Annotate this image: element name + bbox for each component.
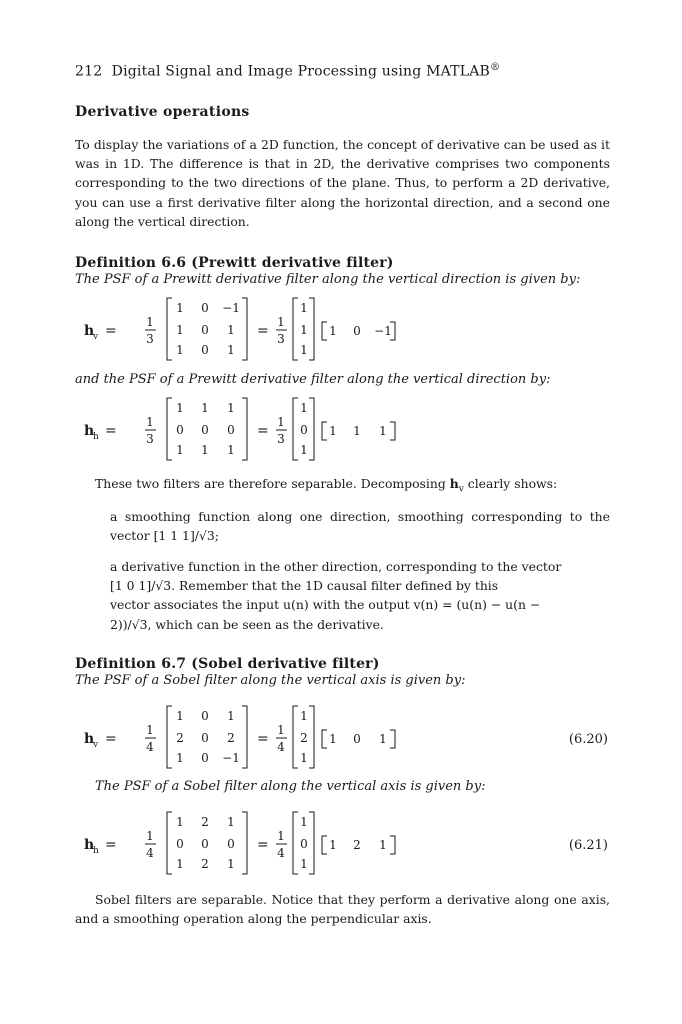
fraction-denominator: 4 xyxy=(146,846,154,860)
matrix-entry: 0 xyxy=(201,709,209,723)
equation-lhs: h xyxy=(84,837,95,853)
row-vector-entry: 1 xyxy=(329,838,337,852)
matrix-bracket xyxy=(293,812,298,874)
matrix-bracket xyxy=(309,298,314,360)
bullet2-line1: a derivative function in the other direction, corresponding to the vector xyxy=(110,559,562,574)
matrix-bracket xyxy=(322,836,327,854)
fraction-numerator: 1 xyxy=(146,315,154,329)
column-vector-entry: 1 xyxy=(300,751,308,765)
matrix-entry: 1 xyxy=(176,301,184,315)
matrix-bracket xyxy=(390,730,395,748)
fraction-numerator: 1 xyxy=(146,723,154,737)
matrix-entry: 1 xyxy=(201,443,209,457)
hv-sub: v xyxy=(458,484,464,495)
matrix-entry: 1 xyxy=(176,751,184,765)
matrix-entry: 1 xyxy=(227,443,235,457)
matrix-entry: 0 xyxy=(201,837,209,851)
matrix-entry: 1 xyxy=(176,815,184,829)
matrix-entry: 0 xyxy=(176,837,184,851)
column-vector-entry: 0 xyxy=(300,423,308,437)
equation-lhs-subscript: h xyxy=(93,846,99,856)
fraction-denominator: 3 xyxy=(146,432,154,446)
fraction-numerator: 1 xyxy=(146,415,154,429)
matrix-entry: 1 xyxy=(227,857,235,871)
row-vector-entry: 1 xyxy=(329,424,337,438)
equals-sign: = xyxy=(257,423,269,439)
row-vector-entry: 1 xyxy=(329,732,337,746)
equals-sign: = xyxy=(105,323,117,339)
fraction-numerator: 1 xyxy=(277,829,285,843)
matrix-bracket xyxy=(242,812,247,874)
bullet-smoothing xyxy=(110,507,610,545)
column-vector-entry: 1 xyxy=(300,401,308,415)
matrix-entry: −1 xyxy=(222,751,240,765)
section-title: Derivative operations xyxy=(75,104,250,120)
matrix-entry: 0 xyxy=(201,751,209,765)
equals-sign: = xyxy=(257,837,269,853)
matrix-entry: 1 xyxy=(227,709,235,723)
bullet1-post: /√3; xyxy=(194,528,219,544)
matrix-bracket xyxy=(390,422,395,440)
matrix-entry: 0 xyxy=(201,323,209,337)
running-header xyxy=(75,62,500,80)
row-vector-entry: −1 xyxy=(374,324,392,338)
equation-prewitt-hv xyxy=(0,296,682,364)
separable-text-pre: These two filters are therefore separable. Decomposing xyxy=(95,476,450,491)
equation-lhs-subscript: h xyxy=(93,432,99,442)
fraction-numerator: 1 xyxy=(277,315,285,329)
matrix-entry: 2 xyxy=(176,731,184,745)
equation-number: (6.20) xyxy=(568,732,608,747)
matrix-entry: 0 xyxy=(227,423,235,437)
intro-paragraph: To display the variations of a 2D function, the concept of derivative can be used as it was in 1D. The difference is that in 2D, the derivative comprises two components corresponding to the two directions of the plane. Thus, to perform a 2D derivative, you can use a first derivative filter along the horizontal direction, and a second one along the vertical direction. xyxy=(75,137,610,229)
equals-sign: = xyxy=(257,731,269,747)
matrix-bracket xyxy=(390,836,395,854)
bullet-derivative xyxy=(110,557,610,634)
equals-sign: = xyxy=(105,423,117,439)
matrix-entry: 0 xyxy=(176,423,184,437)
equation-lhs-subscript: v xyxy=(93,740,99,750)
matrix-bracket xyxy=(322,730,327,748)
matrix-bracket xyxy=(322,322,327,340)
equation-body xyxy=(84,812,608,874)
matrix-entry: 1 xyxy=(227,401,235,415)
matrix-entry: 1 xyxy=(176,443,184,457)
fraction-denominator: 4 xyxy=(277,740,285,754)
matrix-entry: 2 xyxy=(227,731,235,745)
matrix-entry: 2 xyxy=(201,815,209,829)
row-vector-entry: 0 xyxy=(353,732,361,746)
row-vector-entry: 0 xyxy=(353,324,361,338)
matrix-entry: 1 xyxy=(176,323,184,337)
matrix-entry: 0 xyxy=(201,731,209,745)
matrix-bracket xyxy=(167,298,172,360)
column-vector-entry: 1 xyxy=(300,443,308,457)
separable-statement xyxy=(95,474,610,500)
row-vector-entry: 1 xyxy=(353,424,361,438)
equation-lhs: h xyxy=(84,423,95,439)
column-vector-entry: 1 xyxy=(300,857,308,871)
fraction-denominator: 3 xyxy=(146,332,154,346)
equation-body xyxy=(84,706,608,768)
fraction-numerator: 1 xyxy=(146,829,154,843)
matrix-entry: 1 xyxy=(176,709,184,723)
trademark-symbol: ® xyxy=(490,62,501,73)
definition-6-6-statement-vertical: The PSF of a Prewitt derivative filter along the vertical direction is given by: xyxy=(75,272,581,287)
definition-6-6-statement-horizontal: and the PSF of a Prewitt derivative filter along the vertical direction by: xyxy=(75,372,551,387)
row-vector-entry: 1 xyxy=(329,324,337,338)
book-title: Digital Signal and Image Processing using MATLAB xyxy=(111,63,490,80)
matrix-entry: 1 xyxy=(176,857,184,871)
definition-6-7-statement-vertical: The PSF of a Sobel filter along the vertical axis is given by: xyxy=(75,673,466,688)
matrix-bracket xyxy=(242,298,247,360)
matrix-bracket xyxy=(293,398,298,460)
matrix-bracket xyxy=(293,706,298,768)
matrix-entry: 1 xyxy=(201,401,209,415)
bullet2-line3: vector associates the input u(n) with the output v(n) = (u(n) − u(n − xyxy=(110,597,541,613)
matrix-bracket xyxy=(167,706,172,768)
bullet1-vector: [1 1 1] xyxy=(153,528,195,544)
matrix-bracket xyxy=(293,298,298,360)
definition-6-7-statement-horizontal: The PSF of a Sobel filter along the vertical axis is given by: xyxy=(95,779,486,794)
matrix-bracket xyxy=(309,398,314,460)
bullet2-line4: 2))/√3, which can be seen as the derivative. xyxy=(110,616,384,632)
equation-lhs: h xyxy=(84,323,95,339)
matrix-entry: 1 xyxy=(227,343,235,357)
row-vector-entry: 2 xyxy=(353,838,361,852)
matrix-entry: 2 xyxy=(201,857,209,871)
equation-body xyxy=(84,398,395,460)
equation-prewitt-hh xyxy=(0,396,682,464)
matrix-bracket xyxy=(309,706,314,768)
matrix-bracket xyxy=(167,812,172,874)
definition-6-6-title: Definition 6.6 (Prewitt derivative filter) xyxy=(75,255,394,271)
matrix-entry: 1 xyxy=(176,401,184,415)
bullet1-text: a smoothing function along one direction, smoothing corresponding to the vector xyxy=(110,509,610,544)
equals-sign: = xyxy=(257,323,269,339)
page-number: 212 xyxy=(75,63,103,80)
row-vector-entry: 1 xyxy=(379,732,387,746)
matrix-entry: 1 xyxy=(227,323,235,337)
fraction-denominator: 3 xyxy=(277,332,285,346)
column-vector-entry: 1 xyxy=(300,323,308,337)
equation-number: (6.21) xyxy=(568,838,608,853)
matrix-bracket xyxy=(167,398,172,460)
equation-lhs: h xyxy=(84,731,95,747)
column-vector-entry: 0 xyxy=(300,837,308,851)
matrix-entry: 1 xyxy=(227,815,235,829)
equals-sign: = xyxy=(105,731,117,747)
fraction-numerator: 1 xyxy=(277,415,285,429)
matrix-entry: 0 xyxy=(227,837,235,851)
fraction-denominator: 3 xyxy=(277,432,285,446)
hv-bold: h xyxy=(449,476,459,491)
matrix-entry: −1 xyxy=(222,301,240,315)
definition-6-7-title: Definition 6.7 (Sobel derivative filter) xyxy=(75,656,380,672)
column-vector-entry: 1 xyxy=(300,709,308,723)
matrix-entry: 0 xyxy=(201,423,209,437)
column-vector-entry: 1 xyxy=(300,343,308,357)
separable-text-post: clearly shows: xyxy=(463,476,558,491)
row-vector-entry: 1 xyxy=(379,838,387,852)
bullet2-line2-text: /√3. Remember that the 1D causal filter defined by this xyxy=(151,578,499,594)
fraction-denominator: 4 xyxy=(277,846,285,860)
matrix-entry: 1 xyxy=(176,343,184,357)
equation-sobel-hv xyxy=(0,704,682,772)
equals-sign: = xyxy=(105,837,117,853)
equation-sobel-hh xyxy=(0,810,682,878)
column-vector-entry: 1 xyxy=(300,301,308,315)
fraction-numerator: 1 xyxy=(277,723,285,737)
matrix-bracket xyxy=(309,812,314,874)
column-vector-entry: 2 xyxy=(300,731,308,745)
matrix-entry: 0 xyxy=(201,301,209,315)
matrix-bracket xyxy=(242,398,247,460)
bullet2-line2 xyxy=(110,576,610,595)
fraction-denominator: 4 xyxy=(146,740,154,754)
matrix-bracket xyxy=(242,706,247,768)
column-vector-entry: 1 xyxy=(300,815,308,829)
matrix-entry: 0 xyxy=(201,343,209,357)
equation-lhs-subscript: v xyxy=(93,332,99,342)
equation-body xyxy=(84,298,395,360)
sobel-closing-paragraph: Sobel filters are separable. Notice that they perform a derivative along one axis, and a smoothing operation along the perpendicular axis. xyxy=(75,892,610,927)
matrix-bracket xyxy=(322,422,327,440)
bullet2-vector: [1 0 1] xyxy=(110,578,152,594)
row-vector-entry: 1 xyxy=(379,424,387,438)
